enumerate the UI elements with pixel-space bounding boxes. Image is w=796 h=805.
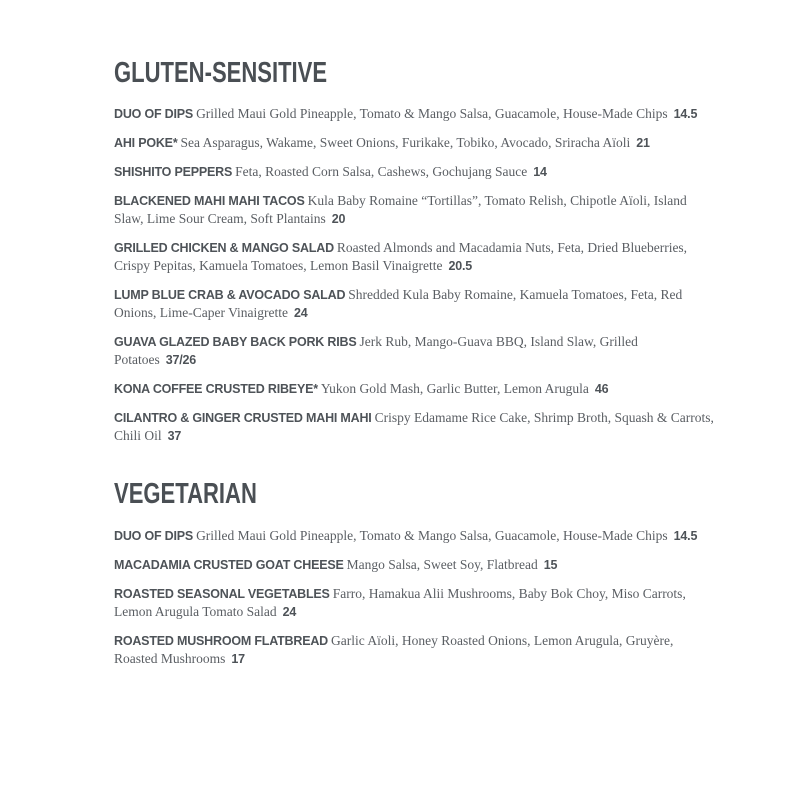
item-description: Kula Baby Romaine “Tortillas”, Tomato Relish, Chipotle Aïoli, Island Slaw, Lime Sour Cream, Soft Plantains xyxy=(114,193,687,227)
item-description: Shredded Kula Baby Romaine, Kamuela Tomatoes, Feta, Red Onions, Lime-Caper Vinaigrette xyxy=(114,287,683,321)
item-name: GUAVA GLAZED BABY BACK PORK RIBS xyxy=(114,335,357,350)
item-price: 37/26 xyxy=(165,353,197,368)
item-description: Grilled Maui Gold Pineapple, Tomato & Mango Salsa, Guacamole, House-Made Chips xyxy=(196,106,668,122)
item-price: 46 xyxy=(594,382,609,397)
item-description: Mango Salsa, Sweet Soy, Flatbread xyxy=(346,556,538,572)
item-name: DUO OF DIPS xyxy=(114,528,194,543)
menu-item xyxy=(114,286,714,322)
item-name: ROASTED SEASONAL VEGETABLES xyxy=(114,586,330,601)
item-name: KONA COFFEE CRUSTED RIBEYE* xyxy=(114,382,318,397)
item-price: 14 xyxy=(533,165,547,180)
item-description: Crispy Edamame Rice Cake, Shrimp Broth, Squash & Carrots, Chili Oil xyxy=(114,410,714,444)
item-price: 15 xyxy=(543,557,558,572)
item-name: LUMP BLUE CRAB & AVOCADO SALAD xyxy=(114,288,346,303)
item-name: SHISHITO PEPPERS xyxy=(114,165,233,180)
menu-item xyxy=(114,239,714,275)
item-description: Yukon Gold Mash, Garlic Butter, Lemon Arugula xyxy=(320,381,589,397)
item-price: 21 xyxy=(636,136,650,151)
item-description: Garlic Aïoli, Honey Roasted Onions, Lemon Arugula, Gruyère, Roasted Mushrooms xyxy=(114,632,674,666)
menu-item xyxy=(114,105,714,123)
menu-item xyxy=(114,134,714,152)
item-description: Farro, Hamakua Alii Mushrooms, Baby Bok Choy, Miso Carrots, Lemon Arugula Tomato Salad xyxy=(114,585,686,619)
section-items xyxy=(114,105,714,445)
item-description: Sea Asparagus, Wakame, Sweet Onions, Furikake, Tobiko, Avocado, Sriracha Aïoli xyxy=(180,135,631,151)
item-name: AHI POKE* xyxy=(114,136,178,151)
item-name: BLACKENED MAHI MAHI TACOS xyxy=(114,194,305,209)
menu-sections xyxy=(114,58,718,668)
menu-item xyxy=(114,409,714,445)
item-price: 20 xyxy=(331,212,346,227)
item-price: 17 xyxy=(231,651,245,666)
menu-item xyxy=(114,632,714,668)
item-description: Jerk Rub, Mango-Guava BBQ, Island Slaw, Grilled Potatoes xyxy=(114,334,638,368)
menu-section xyxy=(114,58,718,445)
section-title: GLUTEN-SENSITIVE xyxy=(114,57,328,89)
item-price: 37 xyxy=(167,429,182,444)
item-description: Roasted Almonds and Macadamia Nuts, Feta, Dried Blueberries, Crispy Pepitas, Kamuela Tomatoes, Lemon Basil Vinaigrette xyxy=(114,240,688,274)
item-description: Feta, Roasted Corn Salsa, Cashews, Gochujang Sauce xyxy=(235,164,528,180)
item-name: DUO OF DIPS xyxy=(114,107,194,122)
item-name: GRILLED CHICKEN & MANGO SALAD xyxy=(114,241,334,256)
section-items xyxy=(114,527,714,668)
menu-item xyxy=(114,585,714,621)
menu-item xyxy=(114,333,714,369)
menu-item xyxy=(114,527,714,545)
item-name: ROASTED MUSHROOM FLATBREAD xyxy=(114,633,329,648)
menu-item xyxy=(114,163,714,181)
item-name: MACADAMIA CRUSTED GOAT CHEESE xyxy=(114,557,344,572)
item-name: CILANTRO & GINGER CRUSTED MAHI MAHI xyxy=(114,411,372,426)
menu-item xyxy=(114,380,714,398)
section-title: VEGETARIAN xyxy=(114,478,257,511)
menu-item xyxy=(114,192,714,228)
item-price: 14.5 xyxy=(673,528,698,543)
item-price: 20.5 xyxy=(448,259,472,274)
menu-section xyxy=(114,479,718,667)
item-price: 24 xyxy=(282,604,297,619)
item-price: 24 xyxy=(294,306,308,321)
item-description: Grilled Maui Gold Pineapple, Tomato & Mango Salsa, Guacamole, House-Made Chips xyxy=(196,527,668,543)
item-price: 14.5 xyxy=(673,107,698,122)
menu-item xyxy=(114,556,714,574)
